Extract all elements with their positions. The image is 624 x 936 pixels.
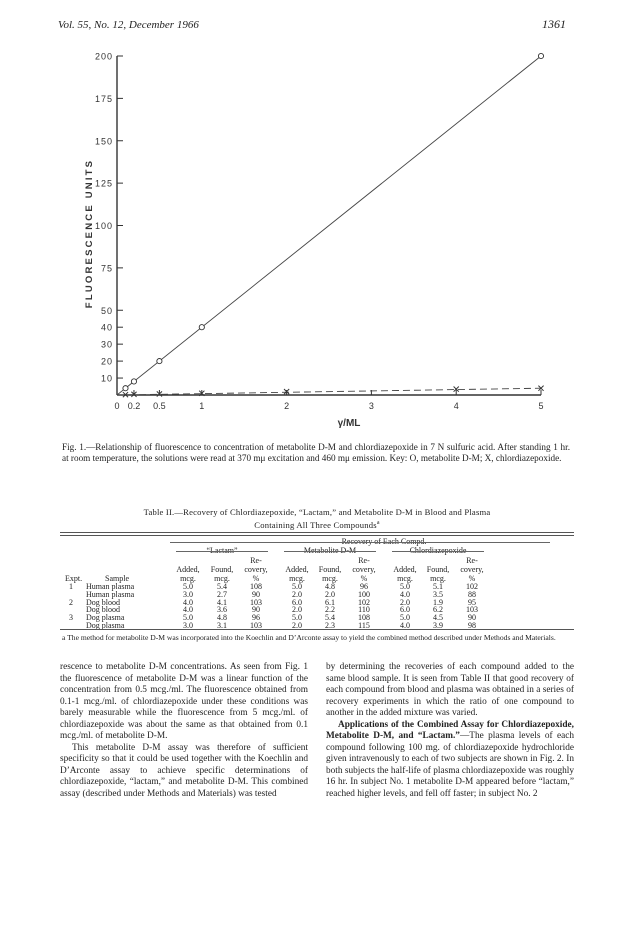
series-metabolite-line [117,56,541,395]
body-right-paragraph-1: by determining the recoveries of each compound added to the same blood sample. It is seen from Table II that good recovery of each compound from blood and plasma was obtained in a series of recovery experiments in which the ratio of one compound to another in the added mixture was varied. [326,662,574,718]
table-row-5-val-1: 3.1 [217,621,227,630]
table-top-rule-2 [60,535,574,536]
table-col-sample: Sample [105,574,129,583]
table-row-0-val-4: 4.8 [325,582,335,591]
table-super-header: Recovery of Each Compd. [341,537,427,546]
y-tick-label-75: 75 [100,263,113,274]
table-group-rule-0 [176,551,268,552]
body-left-paragraph-1: rescence to metabolite D-M concentrations. As seen from Fig. 1 the fluorescence of metabolite D-M was a linear function of the concentration from 0.5 mcg./ml. The fluorescence obtained from 0.1-1 mcg./ml. of chlordiazepoxide under these conditions was barely measurable while the fluorescence from 5 mcg./ml. of chlordiazepoxide was about the same as that obtained from 0.1 mcg./ml. of metabolite D-M. [60,662,308,741]
x-tick-label-3: 3 [368,401,374,411]
table-title-footnote-mark: a [376,520,380,526]
table-row-1-val-2: 90 [252,589,260,599]
metabolite-point-0 [123,386,128,391]
table-row-2-val-4: 6.1 [325,597,335,607]
y-tick-label-40: 40 [100,322,113,333]
body-left-paragraph-2: This metabolite D-M assay was therefore of sufficient specificity so that it could be used together with the Koechlin and D’Arconte assay to achieve specific determinations of chlordiazepoxide, “lactam,” and metabolite D-M. This combined assay (described under Methods and Materials) was tested [60,742,308,799]
table-row-2-val-3: 6.0 [292,597,302,607]
table-title [60,507,574,531]
table-row-0-val-0: 5.0 [183,582,193,591]
table-row-1-val-1: 2.7 [217,589,227,599]
y-tick-label-150: 150 [94,136,113,147]
table-row-2-val-7: 1.9 [433,597,443,607]
x-tick-label-2: 2 [284,401,290,411]
table-group-header-2: Chlordiazepoxide [409,546,467,555]
y-tick-label-175: 175 [94,93,113,104]
table-row-3-val-8: 103 [466,605,478,615]
table-row-1-val-8: 88 [468,589,476,599]
y-tick-label-100: 100 [94,221,113,231]
table-row-0-val-5: 96 [360,582,368,591]
table-sub-added-1-1: mcg. [289,574,305,583]
running-header-journal: Vol. 55, No. 12, December 1966 [58,19,199,31]
table-row-4-val-2: 96 [252,613,260,623]
table-row-4-val-7: 4.5 [433,613,443,623]
table-row-2-val-1: 4.1 [217,597,227,607]
y-tick-label-20: 20 [100,356,113,367]
table-row-2-val-2: 103 [250,597,262,607]
table-sub-found-2-1: mcg. [430,574,446,583]
page-number: 1361 [542,17,566,31]
y-tick-label-10: 10 [100,373,113,384]
table-sub-recovery-1-2: % [360,574,368,583]
table-row-3-val-1: 3.6 [217,605,227,615]
table-row-1-val-6: 4.0 [400,589,410,599]
table-row-0-expt: 1 [69,582,73,591]
table-row-2-val-5: 102 [358,597,370,607]
metabolite-point-4 [538,53,543,58]
table-row-4-val-5: 108 [358,613,370,623]
table-col-expt: Expt. [65,574,83,583]
body-left-column [60,662,308,800]
table-row-3-val-0: 4.0 [183,605,193,615]
y-tick-label-30: 30 [100,339,113,350]
table-sub-recovery-1-0: Re- [358,556,370,565]
x-tick-label-0: 0 [114,401,120,411]
section-heading-applications: Applications of the Combined Assay for Chlordiazepoxide, Metabolite D-M, and “Lactam.” [326,719,574,741]
table-row-4-val-8: 90 [468,613,476,623]
table-row-3-val-6: 6.0 [400,605,410,615]
table-row-2-expt: 2 [69,597,73,607]
table-sub-added-1-0: Added, [285,565,309,574]
table-row-0-val-6: 5.0 [400,582,410,591]
table-row-4-val-6: 5.0 [400,613,410,623]
table-row-2-val-8: 95 [468,597,476,607]
body-right-column [326,662,574,800]
table-row-5-val-6: 4.0 [400,621,410,630]
table-row-3-val-5: 110 [358,605,370,615]
table-sub-recovery-2-2: % [468,574,476,583]
table-row-1-val-5: 100 [358,589,370,599]
table-title-line1: Table II.—Recovery of Chlordiazepoxide, “Lactam,” and Metabolite D-M in Blood and Plasma [143,507,491,517]
table-row-0-val-7: 5.1 [433,582,443,591]
table-row-5-val-7: 3.9 [433,621,443,630]
table-sub-recovery-2-1: covery, [460,565,484,574]
table-row-1-sample: Human plasma [86,589,135,599]
table-row-4-sample: Dog plasma [86,613,125,623]
table-row-0-val-1: 5.4 [217,582,227,591]
table-row-3-sample: Dog blood [86,605,120,615]
table-sub-found-1-0: Found, [318,565,342,574]
table-row-2-val-6: 2.0 [400,597,410,607]
table-sub-found-1-1: mcg. [322,574,338,583]
body-right-paragraph-2-text: —The plasma levels of each compound following 100 mg. of chlordiazepoxide hydrochloride given intravenously to each of two subjects are shown in Fig. 2. In both subjects the half-life of plasma chlordiazepoxide was roughly 16 hr. In subject No. 1 metabolite D-M appeared before “lactam,” reached higher levels, and fell off faster; in subject No. 2 [326,731,575,799]
x-tick-label-4: 4 [453,401,459,411]
table-footnote: a The method for metabolite D-M was incorporated into the Koechlin and D’Arconte assay to yield the combined method described under Methods and Materials. [62,633,556,642]
table-row-0-val-8: 102 [466,582,478,591]
metabolite-point-1 [131,379,136,384]
table-sub-recovery-0-1: covery, [244,565,268,574]
table-row-0-val-2: 108 [250,582,262,591]
table-row-5-val-5: 115 [358,621,370,630]
table-sub-found-2-0: Found, [426,565,450,574]
y-axis-label: FLUORESCENCE UNITS [84,158,95,309]
series-chlordiazepoxide-line [117,388,541,395]
figure-caption: Fig. 1.—Relationship of fluorescence to concentration of metabolite D-M and chlordiazepoxide in 7 N sulfuric acid. After standing 1 hr. at room temperature, the solutions were read at 370 mμ excitation and 460 mμ emission. Key: O, metabolite D-M; X, chlordiazepoxide. [62,442,570,464]
table-row-5-val-3: 2.0 [292,621,302,630]
x-tick-label-5: 5 [538,401,544,411]
table-row-1-val-0: 3.0 [183,589,193,599]
table-row-2-sample: Dog blood [86,597,120,607]
table-group-rule-2 [392,551,484,552]
metabolite-point-3 [199,325,204,330]
table-row-3-val-3: 2.0 [292,605,302,615]
table-row-2-val-0: 4.0 [183,597,193,607]
table-row-4-val-1: 4.8 [217,613,227,623]
table-row-5-val-4: 2.3 [325,621,335,630]
table-sub-recovery-0-0: Re- [250,556,262,565]
table-row-0-val-3: 5.0 [292,582,302,591]
fluorescence-chart [0,0,624,440]
x-axis-label: γ/ML [337,418,361,429]
table-group-header-1: Metabolite D-M [303,546,357,555]
table-row-5-val-2: 103 [250,621,262,630]
table-super-header-rule [170,542,550,543]
y-tick-label-200: 200 [94,51,113,62]
table-row-0-sample: Human plasma [86,582,135,591]
table-sub-found-0-0: Found, [210,565,234,574]
table-row-1-val-4: 2.0 [325,589,335,599]
table-sub-recovery-1-1: covery, [352,565,376,574]
table-title-line2: Containing All Three Compounds [254,519,377,530]
table-sub-added-0-0: Added, [176,565,200,574]
table-row-3-val-2: 90 [252,605,260,615]
table-row-5-val-8: 98 [468,621,476,630]
x-tick-label-1: 1 [199,401,205,411]
table-row-3-val-4: 2.2 [325,605,335,615]
table-row-4-val-4: 5.4 [325,613,335,623]
table-row-4-expt: 3 [69,613,73,623]
body-right-paragraph-2 [326,720,574,801]
table-sub-added-2-0: Added, [393,565,417,574]
table-sub-found-0-1: mcg. [214,574,230,583]
table-sub-added-2-1: mcg. [397,574,413,583]
table-row-5-val-0: 3.0 [183,621,193,630]
table-bottom-rule [60,629,574,630]
table-row-4-val-0: 5.0 [183,613,193,623]
table-row-1-val-3: 2.0 [292,589,302,599]
table-top-rule [60,532,574,533]
x-tick-label-0.2: 0.2 [127,401,141,411]
y-tick-label-125: 125 [94,178,113,189]
metabolite-point-2 [157,359,162,364]
table-row-1-val-7: 3.5 [433,589,443,599]
table-row-4-val-3: 5.0 [292,613,302,623]
table-group-header-0: “Lactam” [206,546,238,555]
table-group-rule-1 [284,551,376,552]
table-sub-recovery-0-2: % [252,574,260,583]
y-tick-label-50: 50 [100,305,113,316]
table-sub-added-0-1: mcg. [180,574,196,583]
x-tick-label-0.5: 0.5 [153,401,166,411]
table-row-3-val-7: 6.2 [433,605,443,615]
table-sub-recovery-2-0: Re- [466,556,478,565]
table-row-5-sample: Dog plasma [86,621,125,630]
